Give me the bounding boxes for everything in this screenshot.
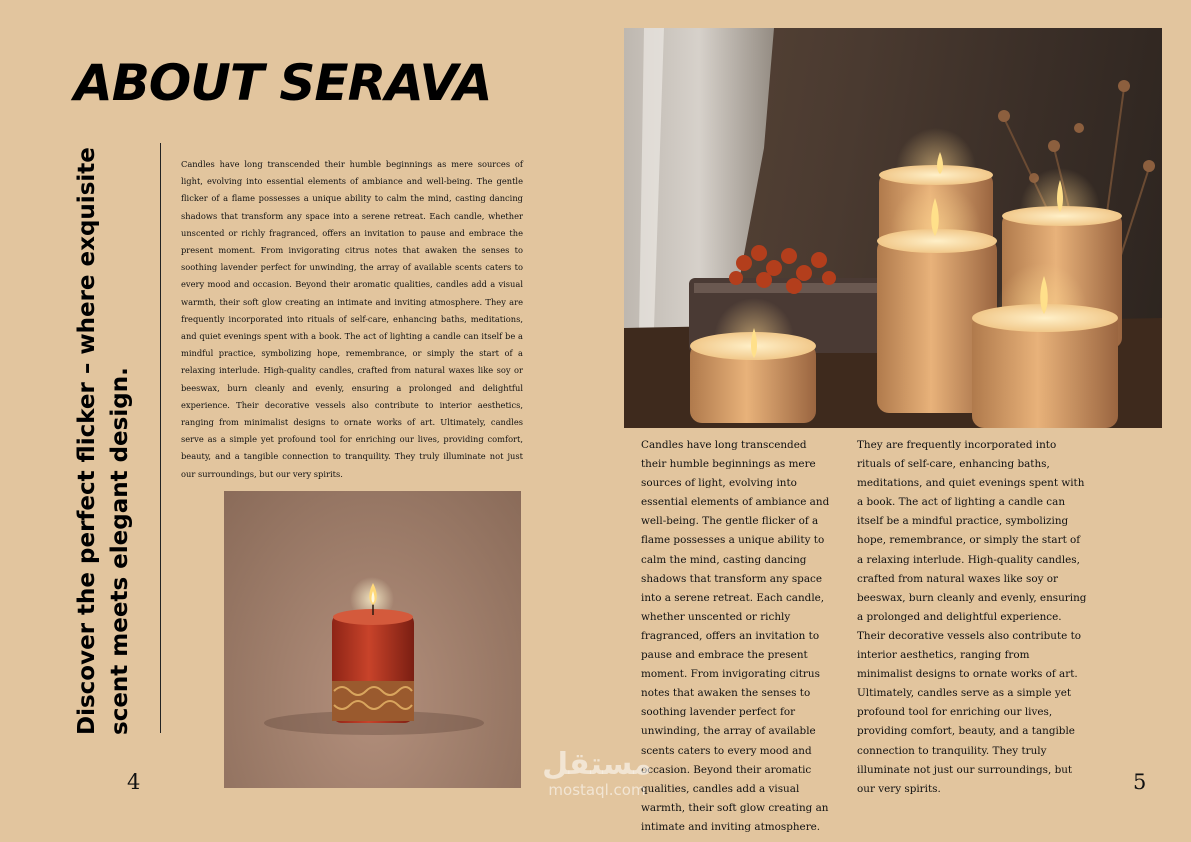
watermark [522, 748, 672, 798]
vertical-tagline: Discover the perfect flicker – where exquisite scent meets elegant design. [74, 147, 133, 735]
page-number-right: 5 [1133, 770, 1147, 794]
left-body-text: Candles have long transcended their humble beginnings as mere sources of light, evolving into essential elements of ambiance and well-being. The gentle flicker of a flame possesses a unique ability to calm the mind, casting dancing shadows that transform any space into a serene retreat. Each candle, whether unscented or richly fragranced, offers an invitation to pause and embrace the present moment. From invigorating citrus notes that awaken the senses to soothing lavender perfect for unwinding, the array of available scents caters to every mood and occasion. Beyond their aromatic qualities, candles add a visual warmth, their soft glow creating an intimate and inviting atmosphere. They are frequently incorporated into rituals of self-care, enhancing baths, meditations, and quiet evenings spent with a book. The act of lighting a candle can itself be a mindful practice, symbolizing hope, remembrance, or simply the start of a relaxing interlude. High-quality candles, crafted from natural waxes like soy or beeswax, burn cleanly and evenly, ensuring a prolonged and delightful experience. Their decorative vessels also contribute to interior aesthetics, ranging from minimalist designs to ornate works of art. Ultimately, candles serve as a simple yet profound tool for enriching our lives, providing comfort, beauty, and a tangible connection to tranquility. They truly illuminate not just our surroundings, but our very spirits. [181, 159, 523, 479]
page-number-left: 4 [127, 770, 141, 794]
divider-line [160, 143, 161, 733]
watermark-latin: mostaql.com [548, 781, 646, 799]
right-column-1: Candles have long transcended their humble beginnings as mere sources of light, evolving into essential elements of ambiance and well-being. The gentle flicker of a flame possesses a unique ability to calm the mind, casting dancing shadows that transform any space into a serene retreat. Each candle, whether unscented or richly fragranced, offers an invitation to pause and embrace the present moment. From invigorating citrus notes that awaken the senses to soothing lavender perfect for unwinding, the array of available scents caters to every mood and occasion. Beyond their aromatic qualities, candles add a visual warmth, their soft glow creating an intimate and inviting atmosphere. [641, 439, 830, 833]
red-candle-photo [224, 491, 521, 788]
red-candle-illustration [224, 491, 521, 788]
right-column-2: They are frequently incorporated into rituals of self-care, enhancing baths, meditations, and quiet evenings spent with a book. The act of lighting a candle can itself be a mindful practice, symbolizing hope, remembrance, or simply the start of a relaxing interlude. High-quality candles, crafted from natural waxes like soy or beeswax, burn cleanly and evenly, ensuring a prolonged and delightful experience. Their decorative vessels also contribute to interior aesthetics, ranging from minimalist designs to ornate works of art. Ultimately, candles serve as a simple yet profound tool for enriching our lives, providing comfort, beauty, and a tangible connection to tranquility. They truly illuminate not just our surroundings, but our very spirits. [857, 439, 1087, 795]
tagline-container [64, 145, 144, 735]
watermark-arabic: مستقل [542, 747, 652, 782]
candles-group-photo [624, 28, 1162, 428]
candles-group-illustration [624, 28, 1162, 428]
page-title: ABOUT SERAVA [74, 54, 492, 112]
